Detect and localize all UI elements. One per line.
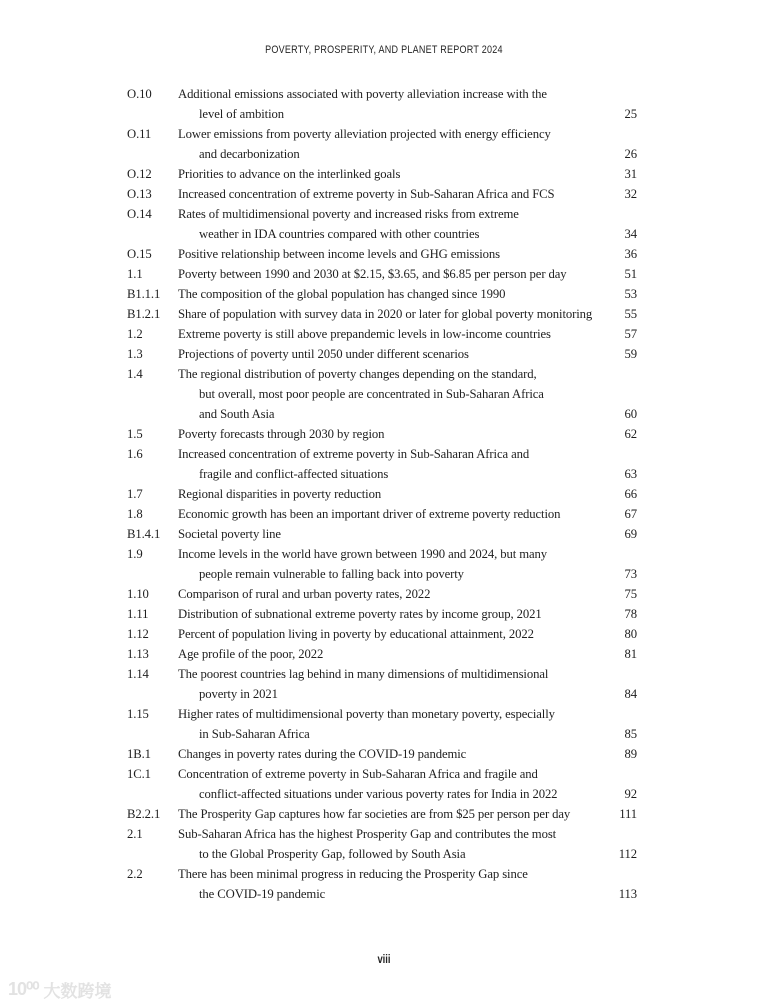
entry-page-number: 75 bbox=[624, 587, 637, 601]
entry-number: 1.15 bbox=[127, 707, 149, 721]
entry-title: The Prosperity Gap captures how far societies are from $25 per person per day bbox=[178, 807, 571, 821]
entry-number: B1.4.1 bbox=[127, 527, 161, 541]
toc-row bbox=[127, 504, 637, 524]
entry-title: Poverty forecasts through 2030 by region bbox=[178, 427, 385, 441]
entry-page-number: 69 bbox=[624, 527, 637, 541]
entry-title: Higher rates of multidimensional poverty than monetary poverty, especially bbox=[178, 707, 555, 721]
entry-number: 1.12 bbox=[127, 627, 149, 641]
entry-number: 1.8 bbox=[127, 507, 143, 521]
entry-number: 2.1 bbox=[127, 827, 143, 841]
running-head bbox=[0, 44, 768, 56]
entry-page-number: 67 bbox=[624, 507, 637, 521]
entry-title: Sub-Saharan Africa has the highest Prosperity Gap and contributes the most bbox=[178, 827, 557, 841]
entry-number: 1.4 bbox=[127, 367, 143, 381]
entry-number: O.13 bbox=[127, 187, 152, 201]
toc-row bbox=[127, 784, 637, 804]
entry-title: and South Asia bbox=[199, 407, 275, 421]
entry-page-number: 59 bbox=[624, 347, 637, 361]
entry-title: Additional emissions associated with poverty alleviation increase with the bbox=[178, 87, 547, 101]
toc-row bbox=[127, 484, 637, 504]
report-title: POVERTY, PROSPERITY, AND PLANET REPORT 2024 bbox=[265, 44, 503, 56]
entry-title: conflict-affected situations under various poverty rates for India in 2022 bbox=[199, 787, 558, 801]
toc-row bbox=[127, 764, 637, 784]
entry-number: 1.6 bbox=[127, 447, 143, 461]
entry-page-number: 92 bbox=[624, 787, 637, 801]
entry-page-number: 78 bbox=[624, 607, 637, 621]
toc-row bbox=[127, 884, 637, 904]
toc-row bbox=[127, 284, 637, 304]
toc-row bbox=[127, 624, 637, 644]
entry-title: level of ambition bbox=[199, 107, 284, 121]
entry-page-number: 36 bbox=[624, 247, 637, 261]
entry-page-number: 85 bbox=[624, 727, 637, 741]
toc-row bbox=[127, 244, 637, 264]
entry-number: 1.10 bbox=[127, 587, 149, 601]
toc-row bbox=[127, 164, 637, 184]
entry-page-number: 63 bbox=[624, 467, 637, 481]
entry-title: Share of population with survey data in 2020 or later for global poverty monitoring bbox=[178, 307, 593, 321]
toc-row bbox=[127, 444, 637, 464]
entry-page-number: 51 bbox=[624, 267, 637, 281]
entry-page-number: 57 bbox=[624, 327, 637, 341]
entry-title: Lower emissions from poverty alleviation projected with energy efficiency bbox=[178, 127, 551, 141]
entry-number: 1.13 bbox=[127, 647, 149, 661]
entry-title: There has been minimal progress in reducing the Prosperity Gap since bbox=[178, 867, 528, 881]
entry-page-number: 31 bbox=[624, 167, 637, 181]
entry-number: 1.9 bbox=[127, 547, 143, 561]
entry-page-number: 73 bbox=[624, 567, 637, 581]
toc-row bbox=[127, 544, 637, 564]
entry-title: Distribution of subnational extreme poverty rates by income group, 2021 bbox=[178, 607, 542, 621]
entry-number: O.10 bbox=[127, 87, 152, 101]
toc-row bbox=[127, 184, 637, 204]
entry-title: fragile and conflict-affected situations bbox=[199, 467, 389, 481]
toc-row bbox=[127, 424, 637, 444]
toc-row bbox=[127, 344, 637, 364]
entry-number: 1.2 bbox=[127, 327, 143, 341]
toc-row bbox=[127, 744, 637, 764]
entry-number: O.14 bbox=[127, 207, 152, 221]
entry-title: Increased concentration of extreme poverty in Sub-Saharan Africa and FCS bbox=[178, 187, 555, 201]
toc-row bbox=[127, 684, 637, 704]
toc-row bbox=[127, 604, 637, 624]
entry-title: Positive relationship between income levels and GHG emissions bbox=[178, 247, 500, 261]
toc-row bbox=[127, 264, 637, 284]
entry-title: Societal poverty line bbox=[178, 527, 281, 541]
toc-row bbox=[127, 124, 637, 144]
watermark bbox=[8, 977, 111, 1002]
toc-row bbox=[127, 864, 637, 884]
toc-row bbox=[127, 84, 637, 104]
toc-row bbox=[127, 664, 637, 684]
entry-page-number: 89 bbox=[624, 747, 637, 761]
toc-row bbox=[127, 304, 637, 324]
entry-number: 1B.1 bbox=[127, 747, 151, 761]
watermark-logo-icon: 10⁰⁰ bbox=[8, 979, 39, 999]
entry-title: The regional distribution of poverty changes depending on the standard, bbox=[178, 367, 537, 381]
entry-number: B1.1.1 bbox=[127, 287, 161, 301]
entry-page-number: 111 bbox=[619, 807, 637, 821]
entry-number: 1.5 bbox=[127, 427, 143, 441]
entry-title: Age profile of the poor, 2022 bbox=[178, 647, 324, 661]
entry-number: B1.2.1 bbox=[127, 307, 161, 321]
entry-title: to the Global Prosperity Gap, followed by South Asia bbox=[199, 847, 466, 861]
entry-page-number: 113 bbox=[618, 887, 637, 901]
entry-page-number: 84 bbox=[624, 687, 637, 701]
entry-title: people remain vulnerable to falling back into poverty bbox=[199, 567, 464, 581]
toc-row bbox=[127, 724, 637, 744]
entry-title: and decarbonization bbox=[199, 147, 300, 161]
folio bbox=[0, 954, 768, 966]
entry-title: Regional disparities in poverty reduction bbox=[178, 487, 382, 501]
entry-title: Poverty between 1990 and 2030 at $2.15, $3.65, and $6.85 per person per day bbox=[178, 267, 567, 281]
toc-row bbox=[127, 204, 637, 224]
toc-row bbox=[127, 224, 637, 244]
entry-title: poverty in 2021 bbox=[199, 687, 278, 701]
entry-number: 1.1 bbox=[127, 267, 143, 281]
entry-title: Priorities to advance on the interlinked goals bbox=[178, 167, 401, 181]
entry-title: Rates of multidimensional poverty and increased risks from extreme bbox=[178, 207, 519, 221]
toc-row bbox=[127, 824, 637, 844]
entry-title: The composition of the global population has changed since 1990 bbox=[178, 287, 506, 301]
entry-page-number: 112 bbox=[618, 847, 637, 861]
entry-title: Extreme poverty is still above prepandemic levels in low-income countries bbox=[178, 327, 551, 341]
entry-page-number: 32 bbox=[624, 187, 637, 201]
watermark-text: 大数跨境 bbox=[43, 982, 112, 1001]
toc-row bbox=[127, 564, 637, 584]
entry-title: but overall, most poor people are concentrated in Sub-Saharan Africa bbox=[199, 387, 544, 401]
entry-title: in Sub-Saharan Africa bbox=[199, 727, 310, 741]
entry-number: 1.7 bbox=[127, 487, 143, 501]
toc-row bbox=[127, 704, 637, 724]
toc-row bbox=[127, 404, 637, 424]
entry-number: 1C.1 bbox=[127, 767, 151, 781]
entry-page-number: 34 bbox=[624, 227, 637, 241]
entry-number: 1.14 bbox=[127, 667, 149, 681]
entry-page-number: 55 bbox=[624, 307, 637, 321]
toc-row bbox=[127, 844, 637, 864]
entry-title: Increased concentration of extreme poverty in Sub-Saharan Africa and bbox=[178, 447, 530, 461]
entry-page-number: 26 bbox=[624, 147, 637, 161]
entry-page-number: 66 bbox=[624, 487, 637, 501]
entry-number: O.12 bbox=[127, 167, 152, 181]
entry-title: the COVID-19 pandemic bbox=[199, 887, 326, 901]
entry-number: O.11 bbox=[127, 127, 152, 141]
toc-row bbox=[127, 804, 637, 824]
entry-number: 1.3 bbox=[127, 347, 143, 361]
entry-title: Concentration of extreme poverty in Sub-Saharan Africa and fragile and bbox=[178, 767, 538, 781]
toc-row bbox=[127, 464, 637, 484]
entry-number: 2.2 bbox=[127, 867, 143, 881]
entry-title: The poorest countries lag behind in many dimensions of multidimensional bbox=[178, 667, 549, 681]
toc-list bbox=[127, 84, 637, 904]
entry-title: Changes in poverty rates during the COVID-19 pandemic bbox=[178, 747, 467, 761]
toc-row bbox=[127, 104, 637, 124]
entry-title: Comparison of rural and urban poverty rates, 2022 bbox=[178, 587, 431, 601]
entry-page-number: 62 bbox=[624, 427, 637, 441]
entry-number: 1.11 bbox=[127, 607, 149, 621]
toc-row bbox=[127, 144, 637, 164]
entry-number: B2.2.1 bbox=[127, 807, 161, 821]
toc-row bbox=[127, 384, 637, 404]
entry-title: Projections of poverty until 2050 under different scenarios bbox=[178, 347, 469, 361]
toc-row bbox=[127, 584, 637, 604]
folio-page-number: viii bbox=[377, 954, 391, 966]
entry-page-number: 25 bbox=[624, 107, 637, 121]
toc-row bbox=[127, 364, 637, 384]
entry-page-number: 80 bbox=[624, 627, 637, 641]
entry-title: Income levels in the world have grown between 1990 and 2024, but many bbox=[178, 547, 548, 561]
entry-title: weather in IDA countries compared with other countries bbox=[199, 227, 480, 241]
toc-row bbox=[127, 644, 637, 664]
toc-row bbox=[127, 324, 637, 344]
entry-page-number: 53 bbox=[624, 287, 637, 301]
entry-title: Percent of population living in poverty by educational attainment, 2022 bbox=[178, 627, 534, 641]
entry-number: O.15 bbox=[127, 247, 152, 261]
entry-page-number: 60 bbox=[624, 407, 637, 421]
entry-page-number: 81 bbox=[624, 647, 637, 661]
entry-title: Economic growth has been an important driver of extreme poverty reduction bbox=[178, 507, 561, 521]
toc-row bbox=[127, 524, 637, 544]
